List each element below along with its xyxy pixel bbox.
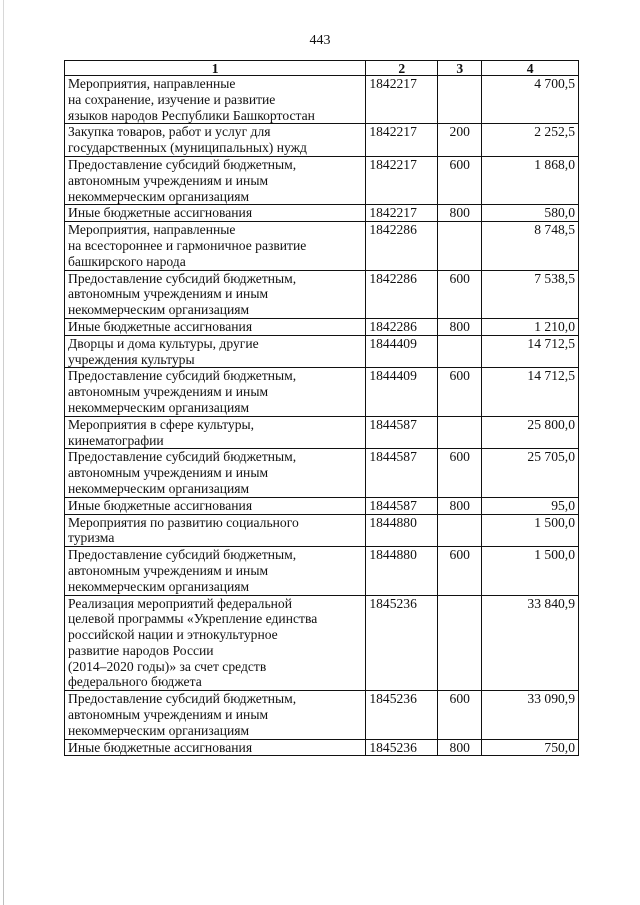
- column-header-4: 4: [482, 61, 579, 76]
- table-row: [65, 416, 579, 449]
- row-amount: 4 700,5: [482, 76, 579, 124]
- row-code: 1842217: [366, 124, 438, 157]
- row-code: 1844587: [366, 449, 438, 497]
- row-code: 1845236: [366, 739, 438, 756]
- row-name: Закупка товаров, работ и услуг для государственных (муниципальных) нужд: [65, 124, 366, 157]
- row-amount: 95,0: [482, 497, 579, 514]
- table-row: [65, 335, 579, 368]
- row-amount: 1 210,0: [482, 318, 579, 335]
- row-code: 1842286: [366, 318, 438, 335]
- row-type: [438, 514, 482, 547]
- row-type: 800: [438, 318, 482, 335]
- row-amount: 1 868,0: [482, 156, 579, 204]
- row-code: 1844409: [366, 335, 438, 368]
- row-amount: 580,0: [482, 205, 579, 222]
- row-type: [438, 335, 482, 368]
- column-header-2: 2: [366, 61, 438, 76]
- row-type: 600: [438, 449, 482, 497]
- row-amount: 25 705,0: [482, 449, 579, 497]
- budget-table: [64, 60, 579, 756]
- table-row: [65, 318, 579, 335]
- table-row: [65, 205, 579, 222]
- row-code: 1844409: [366, 368, 438, 416]
- row-amount: 14 712,5: [482, 368, 579, 416]
- row-code: 1844587: [366, 416, 438, 449]
- column-header-1: 1: [65, 61, 366, 76]
- row-type: 600: [438, 368, 482, 416]
- row-code: 1844880: [366, 547, 438, 595]
- row-code: 1842217: [366, 205, 438, 222]
- row-name: Мероприятия, направленные на всестороннее и гармоничное развитие башкирского народа: [65, 222, 366, 270]
- row-amount: 2 252,5: [482, 124, 579, 157]
- row-type: 800: [438, 497, 482, 514]
- row-code: 1845236: [366, 595, 438, 691]
- row-type: [438, 222, 482, 270]
- table-row: [65, 156, 579, 204]
- row-name: Иные бюджетные ассигнования: [65, 205, 366, 222]
- table-row: [65, 222, 579, 270]
- row-amount: 8 748,5: [482, 222, 579, 270]
- row-code: 1842217: [366, 156, 438, 204]
- table-row: [65, 497, 579, 514]
- row-type: 800: [438, 205, 482, 222]
- row-name: Дворцы и дома культуры, другие учреждения культуры: [65, 335, 366, 368]
- row-amount: 7 538,5: [482, 270, 579, 318]
- table-row: [65, 124, 579, 157]
- row-code: 1842217: [366, 76, 438, 124]
- row-amount: 25 800,0: [482, 416, 579, 449]
- row-name: Предоставление субсидий бюджетным, автономным учреждениям и иным некоммерческим организациям: [65, 270, 366, 318]
- table-row: [65, 547, 579, 595]
- table-row: [65, 691, 579, 739]
- row-code: 1844587: [366, 497, 438, 514]
- row-name: Предоставление субсидий бюджетным, автономным учреждениям и иным некоммерческим организациям: [65, 449, 366, 497]
- row-amount: 14 712,5: [482, 335, 579, 368]
- row-name: Мероприятия по развитию социального туризма: [65, 514, 366, 547]
- row-code: 1842286: [366, 270, 438, 318]
- table-row: [65, 514, 579, 547]
- row-name: Иные бюджетные ассигнования: [65, 497, 366, 514]
- row-name: Предоставление субсидий бюджетным, автономным учреждениям и иным некоммерческим организациям: [65, 368, 366, 416]
- row-type: 600: [438, 691, 482, 739]
- column-header-3: 3: [438, 61, 482, 76]
- row-code: 1844880: [366, 514, 438, 547]
- row-amount: 1 500,0: [482, 547, 579, 595]
- row-code: 1842286: [366, 222, 438, 270]
- row-type: 200: [438, 124, 482, 157]
- row-name: Мероприятия, направленные на сохранение, изучение и развитие языков народов Республики Башкортостан: [65, 76, 366, 124]
- row-code: 1845236: [366, 691, 438, 739]
- row-name: Предоставление субсидий бюджетным, автономным учреждениям и иным некоммерческим организациям: [65, 156, 366, 204]
- table-header-row: [65, 61, 579, 76]
- row-type: 600: [438, 156, 482, 204]
- row-name: Реализация мероприятий федеральной целевой программы «Укрепление единства российской нации и этнокультурное развитие народов России (2014–2020 годы)» за счет средств федерального бюджета: [65, 595, 366, 691]
- row-amount: 33 840,9: [482, 595, 579, 691]
- table-row: [65, 739, 579, 756]
- row-type: [438, 595, 482, 691]
- table-row: [65, 270, 579, 318]
- row-amount: 1 500,0: [482, 514, 579, 547]
- table-body: [65, 76, 579, 756]
- row-name: Иные бюджетные ассигнования: [65, 739, 366, 756]
- scan-edge: [3, 0, 4, 905]
- row-name: Предоставление субсидий бюджетным, автономным учреждениям и иным некоммерческим организациям: [65, 691, 366, 739]
- row-type: 800: [438, 739, 482, 756]
- table-row: [65, 368, 579, 416]
- table-row: [65, 449, 579, 497]
- row-name: Иные бюджетные ассигнования: [65, 318, 366, 335]
- row-type: [438, 76, 482, 124]
- row-type: 600: [438, 547, 482, 595]
- row-amount: 750,0: [482, 739, 579, 756]
- row-type: 600: [438, 270, 482, 318]
- row-amount: 33 090,9: [482, 691, 579, 739]
- row-type: [438, 416, 482, 449]
- table-row: [65, 76, 579, 124]
- page-number: 443: [309, 33, 331, 48]
- row-name: Предоставление субсидий бюджетным, автономным учреждениям и иным некоммерческим организациям: [65, 547, 366, 595]
- table-row: [65, 595, 579, 691]
- row-name: Мероприятия в сфере культуры, кинематографии: [65, 416, 366, 449]
